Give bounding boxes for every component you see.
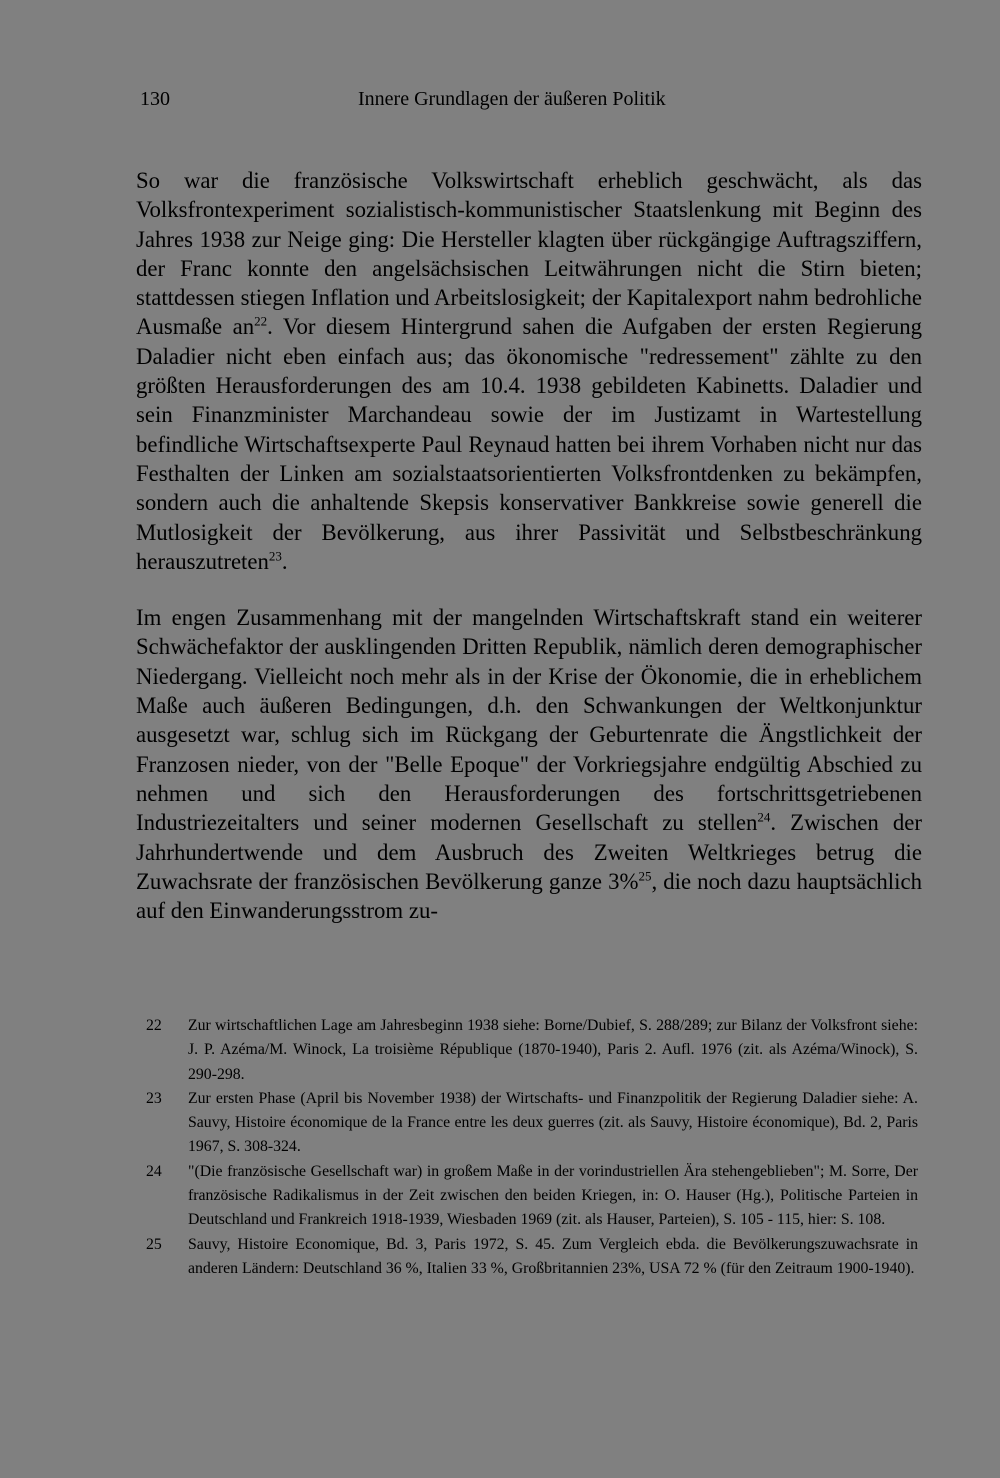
footnote-text: "(Die französische Gesellschaft war) in großem Maße in der vorindustriellen Ära stehengeblieben"; M. Sorre, Der französische Radikalismus in der Zeit zwischen den beiden Kriegen, in: O. Hauser (Hg.), Politische Parteien in Deutschland und Frankreich 1918-1939, Wiesbaden 1969 (zit. als Hauser, Parteien), S. 105 - 115, hier: S. 108. [188, 1162, 918, 1229]
footnote [146, 1233, 918, 1282]
footnote [146, 1087, 918, 1160]
paragraph-text: Im engen Zusammenhang mit der mangelnden Wirtschaftskraft stand ein weiterer Schwächefaktor der ausklingenden Dritten Republik, nämlich deren demographischer Niedergang. Vielleicht noch mehr als in der Krise der Ökonomie, die in erheblichem Maße auch äußeren Bedingungen, d.h. den Schwankungen der Weltkonjunktur ausgesetzt war, schlug sich im Rückgang der Geburtenrate die Ängstlichkeit der Franzosen nieder, von der "Belle Epoque" der Vorkriegsjahre endgültig Abschied zu nehmen und sich den Herausforderungen des fortschrittsgetriebenen Industriezeitalters und seiner modernen Gesellschaft zu stellen [136, 605, 922, 836]
footnote-number: 25 [146, 1235, 162, 1253]
body-text [136, 166, 922, 925]
paragraph-text: , die noch dazu hauptsächlich auf den Einwanderungsstrom zu- [136, 868, 922, 924]
paragraph-text: . Vor diesem Hintergrund sahen die Aufgaben der ersten Regierung Daladier nicht eben einfach aus; das ökonomische "redressement" zählte zu den größten Herausforderungen des am 10.4. 1938 gebildeten Kabinetts. Daladier und sein Finanzminister Marchandeau sowie der im Justizamt in Wartestellung befindliche Wirtschaftsexperte Paul Reynaud hatten bei ihrem Vorhaben nicht nur das Festhalten der Linken am sozialstaatsorientierten Volksfrontdenken zu bekämpfen, sondern auch die anhaltende Skepsis konservativer Bankkreise sowie generell die Mutlosigkeit der Bevölkerung, aus ihrer Passivität und Selbstbeschränkung herauszutreten [136, 314, 922, 574]
footnote-ref: 25 [638, 868, 652, 884]
footnote-ref: 22 [254, 313, 268, 329]
paragraph-2 [136, 603, 922, 925]
page-number: 130 [140, 88, 170, 110]
footnote-text: Zur ersten Phase (April bis November 1938) der Wirtschafts- und Finanzpolitik der Regierung Daladier siehe: A. Sauvy, Histoire économique de la France entre les deux guerres (zit. als Sauvy, Histoire économique), Bd. 2, Paris 1967, S. 308-324. [188, 1089, 918, 1156]
footnote-text: Zur wirtschaftlichen Lage am Jahresbeginn 1938 siehe: Borne/Dubief, S. 288/289; zur Bilanz der Volksfront siehe: J. P. Azéma/M. Winock, La troisième République (1870-1940), Paris 2. Aufl. 1976 (zit. als Azéma/Winock), S. 290-298. [188, 1017, 918, 1083]
footnote-number: 24 [146, 1162, 162, 1180]
paragraph-1 [136, 166, 922, 576]
footnote-ref: 24 [757, 809, 771, 825]
paragraph-text: . Zwischen der Jahrhundertwende und dem Ausbruch des Zweiten Weltkrieges betrug die Zuwachsrate der französischen Bevölkerung ganze 3% [136, 810, 922, 894]
footnote-ref: 23 [268, 548, 282, 564]
footnote-number: 23 [146, 1089, 162, 1107]
running-title: Innere Grundlagen der äußeren Politik [358, 88, 666, 110]
page-header [140, 88, 700, 118]
footnotes [146, 1014, 918, 1281]
paragraph-text: . [281, 548, 288, 574]
footnote-text: Sauvy, Histoire Economique, Bd. 3, Paris 1972, S. 45. Zum Vergleich ebda. die Bevölkerungszuwachsrate in anderen Ländern: Deutschland 36 %, Italien 33 %, Großbritannien 23%, USA 72 % (für den Zeitraum 1900-1940). [188, 1235, 918, 1277]
footnote [146, 1160, 918, 1233]
paragraph-text: So war die französische Volkswirtschaft erheblich geschwächt, als das Volksfrontexperiment sozialistisch-kommunistischer Staatslenkung mit Beginn des Jahres 1938 zur Neige ging: Die Hersteller klagten über rückgängige Auftragsziffern, der Franc konnte den angelsächsischen Leitwährungen nicht die Stirn bieten; stattdessen stiegen Inflation und Arbeitslosigkeit; der Kapitalexport nahm bedrohliche Ausmaße an [136, 168, 922, 340]
footnote [146, 1014, 918, 1087]
footnote-number: 22 [146, 1017, 162, 1034]
